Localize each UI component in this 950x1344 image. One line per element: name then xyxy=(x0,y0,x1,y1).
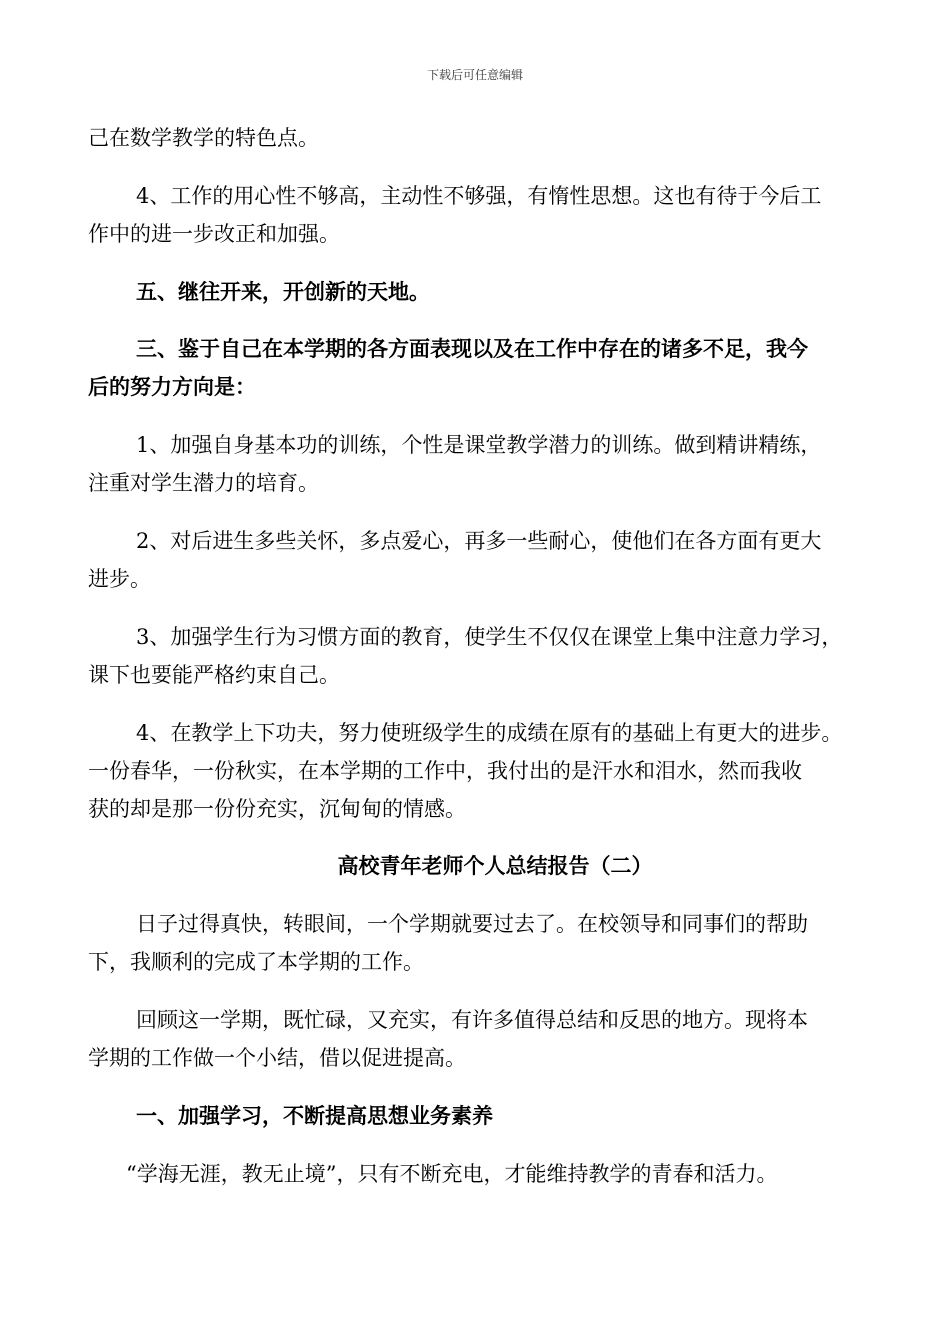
report-title: 高校青年老师个人总结报告（二） xyxy=(337,853,653,878)
paragraph-line: 4、工作的用心性不够高，主动性不够强，有惰性思想。这也有待于今后工 xyxy=(136,184,822,208)
paragraph-line: 回顾这一学期，既忙碌，又充实，有许多值得总结和反思的地方。现将本 xyxy=(136,1008,808,1032)
list-item: 一份春华，一份秋实，在本学期的工作中，我付出的是汗水和泪水，然而我收 xyxy=(88,759,802,783)
list-item: 4、在教学上下功夫，努力使班级学生的成绩在原有的基础上有更大的进步。 xyxy=(136,721,843,745)
section-heading: 三、鉴于自己在本学期的各方面表现以及在工作中存在的诸多不足，我今 xyxy=(136,336,808,361)
paragraph-line: 下，我顺利的完成了本学期的工作。 xyxy=(88,950,424,974)
list-item: 进步。 xyxy=(88,567,151,591)
paragraph-line: 学期的工作做一个小结，借以促进提高。 xyxy=(88,1046,466,1070)
section-heading: 一、加强学习，不断提高思想业务素养 xyxy=(136,1103,493,1128)
paragraph-line: 日子过得真快，转眼间，一个学期就要过去了。在校领导和同事们的帮助 xyxy=(136,912,808,936)
list-item: 1、加强自身基本功的训练，个性是课堂教学潜力的训练。做到精讲精练， xyxy=(136,433,822,457)
section-heading: 五、继往开来，开创新的天地。 xyxy=(136,279,430,304)
paragraph-line: 作中的进一步改正和加强。 xyxy=(88,222,340,246)
paragraph-line: “学海无涯，教无止境”，只有不断充电，才能维持教学的青春和活力。 xyxy=(126,1162,778,1186)
list-item: 2、对后进生多些关怀，多点爱心，再多一些耐心，使他们在各方面有更大 xyxy=(136,529,822,553)
list-item: 注重对学生潜力的培育。 xyxy=(88,471,319,495)
section-heading: 后的努力方向是： xyxy=(88,374,256,399)
list-item: 获的却是那一份份充实，沉甸甸的情感。 xyxy=(88,797,466,821)
list-item: 3、加强学生行为习惯方面的教育，使学生不仅仅在课堂上集中注意力学习， xyxy=(136,625,843,649)
list-item: 课下也要能严格约束自己。 xyxy=(88,663,340,687)
paragraph-line: 己在数学教学的特色点。 xyxy=(88,126,319,150)
page-header: 下载后可任意编辑 xyxy=(426,68,523,82)
